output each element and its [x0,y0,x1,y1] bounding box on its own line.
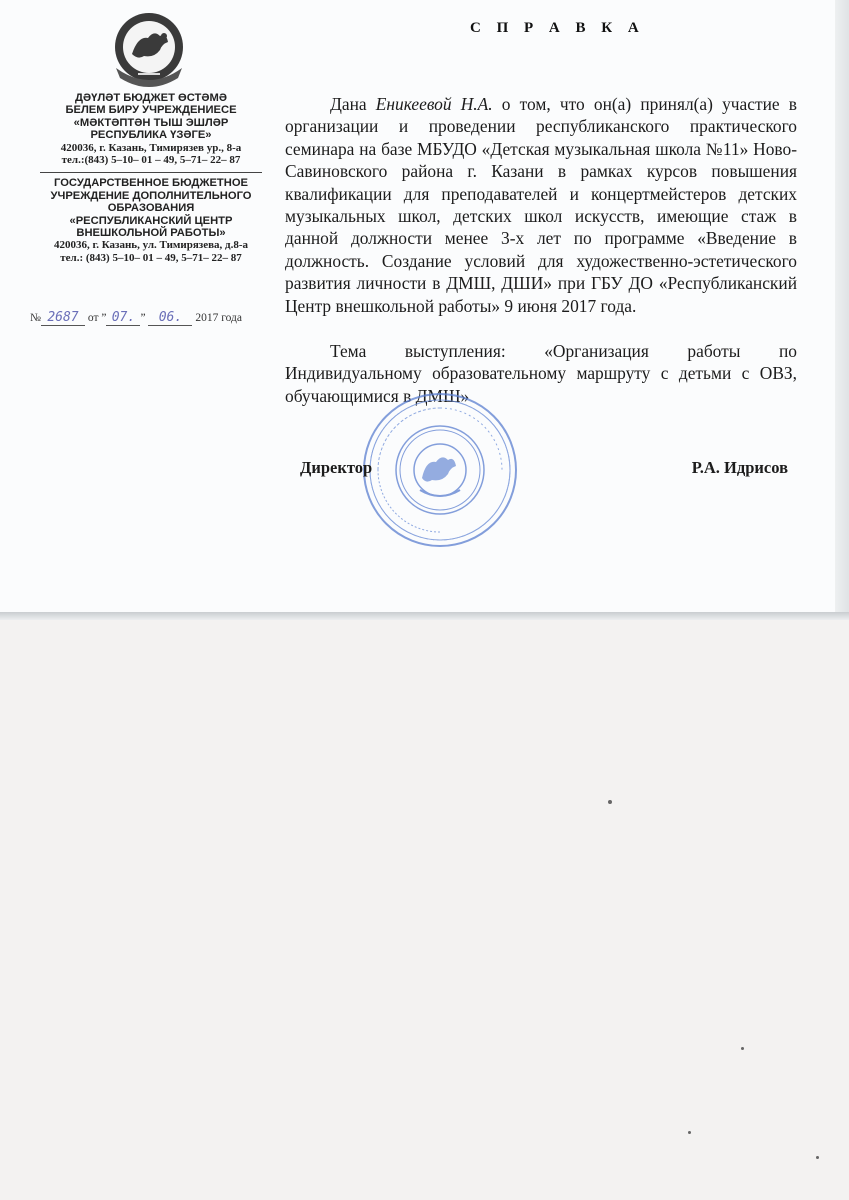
body-paragraph-topic: Тема выступления: «Организация работы по Индивидуальному образовательному маршруту с детьми с ОВЗ, обучающимися в ДМШ» [285,341,797,406]
round-seal-stamp-icon [360,390,520,550]
signatory-role: Директор [300,458,373,477]
org-name-russian: ГОСУДАРСТВЕННОЕ БЮДЖЕТНОЕ УЧРЕЖДЕНИЕ ДОПОЛНИТЕЛЬНОГО ОБРАЗОВАНИЯ «РЕСПУБЛИКАНСКИЙ ЦЕНТР ВНЕШКОЛЬНОЙ РАБОТЫ» [50,177,252,240]
paper-bottom-edge [0,612,849,620]
scan-speck [816,1156,819,1159]
reference-year: 2017 года [195,312,243,324]
number-sign: № [30,312,41,324]
reference-day: 07. [106,310,140,326]
org-name-tatar: ДӘҮЛӘТ БЮДЖЕТ ӨСТӘМӘ БЕЛЕМ БИРУ УЧРЕЖДЕНИЕСЕ «МӘКТӘПТӘН ТЫШ ЭШЛӘР РЕСПУБЛИКА ҮЗӘГЕ» [65,92,237,142]
reference-number: 2687 [41,310,85,326]
document-title: С П Р А В К А [470,20,645,36]
coat-of-arms-icon [108,8,190,90]
reference-month: 06. [148,310,192,326]
address-tatar: 420036, г. Казань, Тимирязев ур., 8-а тел.:(843) 5–10– 01 – 49, 5–71– 22– 87 [60,141,242,167]
reference-line: № 2687 от ” 07. ” 06. 2017 года [30,310,243,325]
letterhead-column [20,92,282,264]
scan-speck [741,1047,744,1050]
address-russian: 420036, г. Казань, ул. Тимирязева, д.8-а тел.: (843) 5–10– 01 – 49, 5–71– 22– 87 [53,239,249,264]
recipient-name: Еникеевой Н.А. [375,94,493,114]
from-label: от [87,312,99,324]
letterhead-divider [40,172,262,173]
scan-speck [608,800,612,804]
body-paragraph-main: Дана Еникеевой Н.А. о том, что он(а) принял(а) участие в организации и проведении республиканского практического семинара на базе МБУДО «Детская музыкальная школа №11» Ново-Савиновского района г. Казани в рамках курсов повышения квалификации для преподавателей и концертмейстеров детских музыкальных школ, детских школ искусств, имеющие стаж в данной должности менее 3-х лет по программе «Введение в должность. Создание условий для художественно-эстетического развития личности в ДМШ, ДШИ» при ГБУ ДО «Республиканский Центр внешкольной работы» 9 июня 2017 года. [285,94,797,316]
paper-edge-shadow [835,0,849,615]
document-body [285,93,797,407]
scan-speck [688,1131,691,1134]
signatory-name: Р.А. Идрисов [691,458,788,477]
